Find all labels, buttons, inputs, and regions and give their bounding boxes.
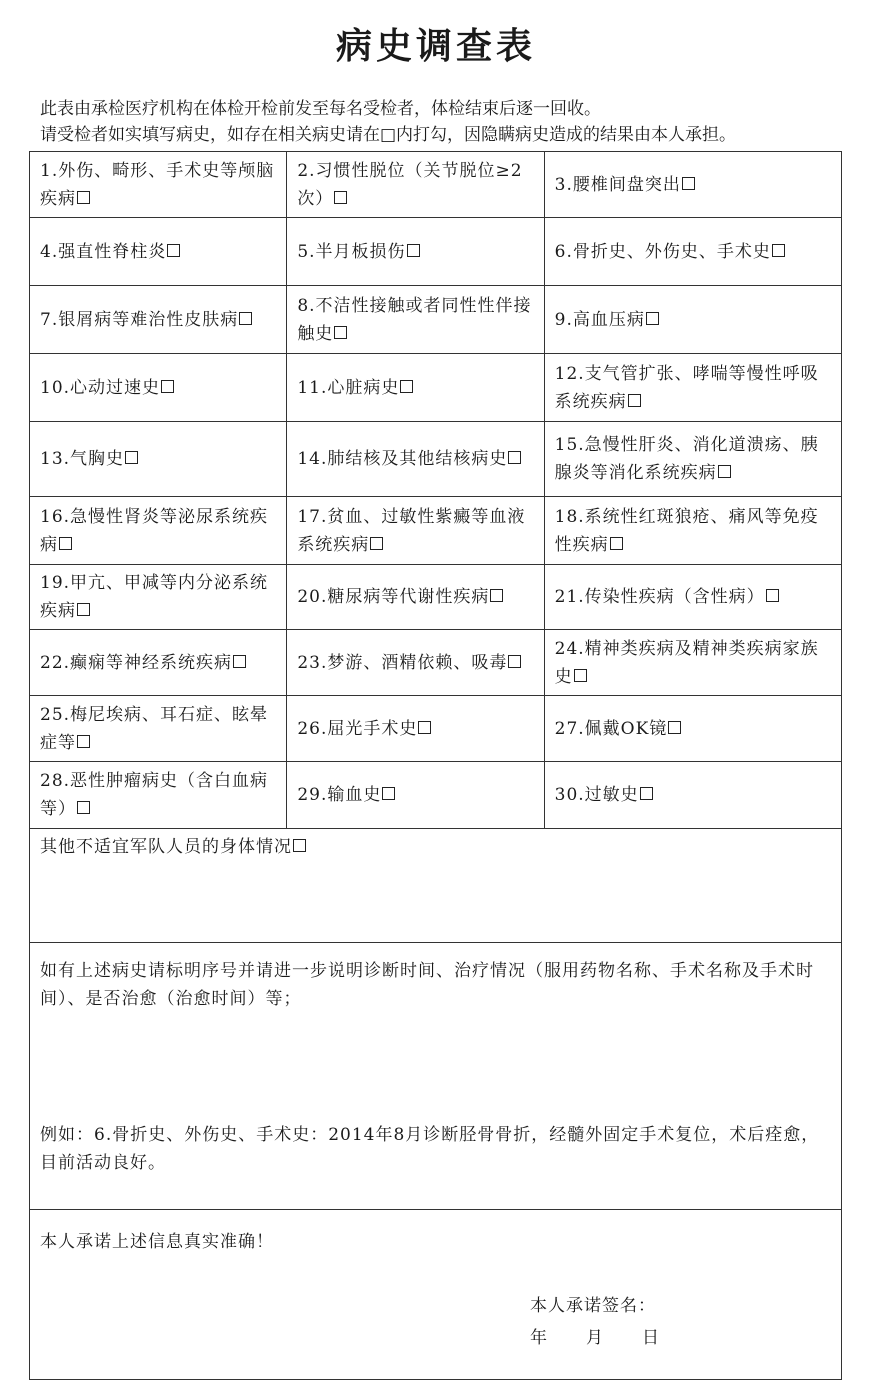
history-item[interactable]: 5.半月板损伤: [287, 218, 544, 286]
checkbox[interactable]: [161, 380, 174, 393]
history-item[interactable]: 18.系统性红斑狼疮、痛风等免疫性疾病: [544, 497, 841, 565]
checkbox[interactable]: [490, 589, 503, 602]
checkbox[interactable]: [233, 655, 246, 668]
history-item[interactable]: 12.支气管扩张、哮喘等慢性呼吸系统疾病: [544, 354, 841, 422]
history-item[interactable]: 16.急慢性肾炎等泌尿系统疾病: [30, 497, 287, 565]
details-field[interactable]: [30, 943, 842, 1210]
history-item[interactable]: 7.银屑病等难治性皮肤病: [30, 286, 287, 354]
checkbox[interactable]: [574, 669, 587, 682]
checkbox[interactable]: [59, 537, 72, 550]
checkbox[interactable]: [407, 244, 420, 257]
history-item[interactable]: 26.屈光手术史: [287, 696, 544, 762]
history-item[interactable]: 28.恶性肿瘤病史（含白血病等）: [30, 762, 287, 829]
date-field[interactable]: [530, 1322, 698, 1354]
details-instruction: 如有上述病史请标明序号并请进一步说明诊断时间、治疗情况（服用药物名称、手术名称及手术时间）、是否治愈（治愈时间）等；: [40, 961, 814, 1009]
date-day: 日: [642, 1328, 660, 1348]
checkbox[interactable]: [77, 735, 90, 748]
checkbox[interactable]: [508, 655, 521, 668]
checkbox[interactable]: [668, 721, 681, 734]
history-item[interactable]: 10.心动过速史: [30, 354, 287, 422]
checkbox[interactable]: [334, 191, 347, 204]
checkbox[interactable]: [77, 801, 90, 814]
history-item[interactable]: 22.癫痫等神经系统疾病: [30, 630, 287, 696]
checkbox[interactable]: [125, 451, 138, 464]
checkbox[interactable]: [334, 326, 347, 339]
checkbox[interactable]: [418, 721, 431, 734]
promise-statement: 本人承诺上述信息真实准确！: [40, 1232, 274, 1252]
history-item[interactable]: 30.过敏史: [544, 762, 841, 829]
date-year: 年: [530, 1328, 548, 1348]
checkbox[interactable]: [293, 839, 306, 852]
history-item[interactable]: 2.习惯性脱位（关节脱位≥2次）: [287, 152, 544, 218]
history-item[interactable]: 3.腰椎间盘突出: [544, 152, 841, 218]
date-month: 月: [586, 1328, 604, 1348]
checkbox[interactable]: [628, 394, 641, 407]
history-item[interactable]: 13.气胸史: [30, 422, 287, 497]
history-item[interactable]: 9.高血压病: [544, 286, 841, 354]
checkbox[interactable]: [682, 177, 695, 190]
other-condition-field[interactable]: 其他不适宜军队人员的身体情况: [30, 829, 842, 943]
checkbox[interactable]: [382, 787, 395, 800]
checkbox[interactable]: [239, 312, 252, 325]
history-item[interactable]: 24.精神类疾病及精神类疾病家族史: [544, 630, 841, 696]
checkbox[interactable]: [508, 451, 521, 464]
checkbox[interactable]: [77, 603, 90, 616]
signature-field[interactable]: 本人承诺签名：: [530, 1296, 656, 1316]
history-item[interactable]: 6.骨折史、外伤史、手术史: [544, 218, 841, 286]
checkbox[interactable]: [772, 244, 785, 257]
page-title: 病史调查表: [335, 26, 536, 67]
checkbox[interactable]: [646, 312, 659, 325]
history-table: [29, 151, 842, 1380]
checkbox[interactable]: [766, 589, 779, 602]
details-example: 例如：6.骨折史、外伤史、手术史：2014年8月诊断胫骨骨折，经髓外固定手术复位，术后痊愈，目前活动良好。: [40, 1125, 820, 1173]
history-item[interactable]: 11.心脏病史: [287, 354, 544, 422]
history-item[interactable]: 29.输血史: [287, 762, 544, 829]
checkbox[interactable]: [610, 537, 623, 550]
checkbox[interactable]: [370, 537, 383, 550]
checkbox[interactable]: [167, 244, 180, 257]
intro-line-1: 此表由承检医疗机构在体检开检前发至每名受检者，体检结束后逐一回收。: [40, 99, 601, 119]
checkbox[interactable]: [640, 787, 653, 800]
history-item[interactable]: 17.贫血、过敏性紫癜等血液系统疾病: [287, 497, 544, 565]
history-item[interactable]: 14.肺结核及其他结核病史: [287, 422, 544, 497]
promise-section: [30, 1210, 842, 1380]
history-item[interactable]: 15.急慢性肝炎、消化道溃疡、胰腺炎等消化系统疾病: [544, 422, 841, 497]
checkbox[interactable]: [77, 191, 90, 204]
intro-line-2: 请受检者如实填写病史，如存在相关病史请在□内打勾，因隐瞒病史造成的结果由本人承担。: [40, 125, 737, 145]
history-item[interactable]: 8.不洁性接触或者同性性伴接触史: [287, 286, 544, 354]
history-item[interactable]: 1.外伤、畸形、手术史等颅脑疾病: [30, 152, 287, 218]
history-item[interactable]: 21.传染性疾病（含性病）: [544, 565, 841, 630]
intro-text: [40, 96, 850, 148]
history-item[interactable]: 27.佩戴OK镜: [544, 696, 841, 762]
history-item[interactable]: 25.梅尼埃病、耳石症、眩晕症等: [30, 696, 287, 762]
history-item[interactable]: 4.强直性脊柱炎: [30, 218, 287, 286]
history-item[interactable]: 19.甲亢、甲减等内分泌系统疾病: [30, 565, 287, 630]
history-item[interactable]: 20.糖尿病等代谢性疾病: [287, 565, 544, 630]
checkbox[interactable]: [718, 465, 731, 478]
history-item[interactable]: 23.梦游、酒精依赖、吸毒: [287, 630, 544, 696]
checkbox[interactable]: [400, 380, 413, 393]
